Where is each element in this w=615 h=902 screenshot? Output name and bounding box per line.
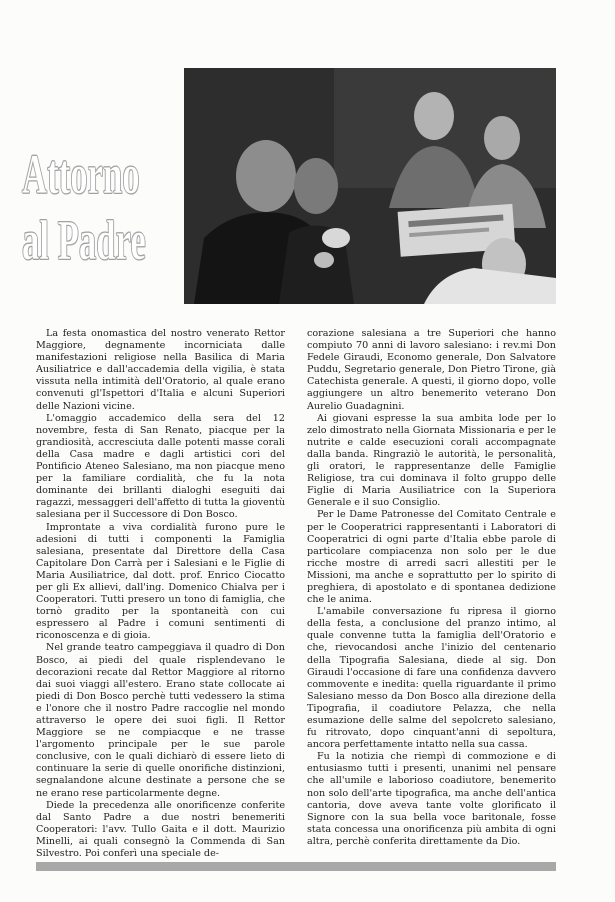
paragraph: Fu la notizia che riempì di commozione e di entusiasmo tutti i presenti, unanimi nel pensare che all'umile e laborioso coadiutore, benemerito non solo dell'arte tipografica, ma anche dell'antica cantoria, dove aveva tante volte glorificato il Signore con la sua bella voce baritonale, fosse stata concessa una onorificenza più ambita di ogni altra, perchè conferita direttamente da Dio. bbox=[307, 751, 556, 847]
left-column bbox=[36, 328, 285, 860]
paragraph: L'omaggio accademico della sera del 12 novembre, festa di San Renato, piacque per la grandiosità, accresciuta dalle potenti masse corali della Casa madre e dagli artistici cori del Pontificio Ateneo Salesiano, ma non piacque meno per la familiare cordialità, che fu la nota dominante dei brillanti dialoghi eseguiti dai ragazzi, messaggeri dell'affetto di tutta la gioventù salesiana per il Successore di Don Bosco. bbox=[36, 412, 285, 521]
paragraph: Improntate a viva cordialità furono pure le adesioni di tutti i componenti la Famiglia salesiana, presentate dal Direttore della Casa Capitolare Don Carrà per i Salesiani e le Figlie di Maria Ausiliatrice, dal dott. prof. Enrico Ciocatto per gli Ex allievi, dall'ing. Domenico Chialva per i Cooperatori. Tutti presero un tono di famiglia, che tornò gradito per la spontaneità con cui espressero al Padre i comuni sentimenti di riconoscenza e di gioia. bbox=[36, 521, 285, 642]
paragraph: L'amabile conversazione fu ripresa il giorno della festa, a conclusione del pranzo intimo, al quale convenne tutta la famiglia dell'Oratorio e che, rievocandosi anche l'inizio del centenario della Tipografia Salesiana, diede al sig. Don Giraudi l'occasione di fare una confidenza davvero commovente e inedita: quella riguardante il primo Salesiano messo da Don Bosco alla direzione della Tipografia, il coadiutore Pelazza, che nella esumazione delle salme del sepolcreto salesiano, fu ritrovato, dopo cinquant'anni di sepoltura, ancora perfettamente intatto nella sua cassa. bbox=[307, 606, 556, 751]
article-title bbox=[22, 142, 146, 274]
paragraph: Per le Dame Patronesse del Comitato Centrale e per le Cooperatrici rappresentanti i Laboratori di Cooperatrici di ogni parte d'Italia ebbe parole di particolare compiacenza non solo per le due ricche mostre di arredi sacri allestiti per le Missioni, ma anche e soprattutto per lo spirito di preghiera, di apostolato e di spontanea dedizione che le anima. bbox=[307, 509, 556, 606]
paragraph: corazione salesiana a tre Superiori che hanno compiuto 70 anni di lavoro salesiano: i rev.mi Don Fedele Giraudi, Economo generale, Don Salvatore Puddu, Segretario generale, Don Pietro Tirone, già Catechista generale. A questi, il giorno dopo, volle aggiungere un altro benemerito veterano Don Aurelio Guadagnini. bbox=[307, 328, 556, 412]
right-column bbox=[307, 328, 556, 853]
paragraph: La festa onomastica del nostro venerato Rettor Maggiore, degnamente incorniciata dalle manifestazioni religiose nella Basilica di Maria Ausiliatrice e dall'accademia della vigilia, è stata vissuta nella intimità dell'Oratorio, al quale erano convenuti gl'Ispettori d'Italia e alcuni Superiori delle Nazioni vicine. bbox=[36, 328, 285, 412]
paragraph: Diede la precedenza alle onorificenze conferite dal Santo Padre a due nostri benemeriti Cooperatori: l'avv. Tullo Gaita e il dott. Maurizio Minelli, ai quali consegnò la Commenda di San Silvestro. Poi conferì una speciale de- bbox=[36, 799, 285, 860]
photo-illustration bbox=[184, 68, 556, 304]
article-body bbox=[36, 328, 556, 860]
article-photo bbox=[184, 68, 556, 304]
article-title-line-1: Attorno bbox=[22, 144, 140, 206]
footer-divider bbox=[36, 862, 556, 871]
article-title-line-2: al Padre bbox=[22, 210, 146, 272]
paragraph: Ai giovani espresse la sua ambita lode per lo zelo dimostrato nella Giornata Missionaria e per le nutrite e calde esecuzioni corali accompagnate dalla banda. Ringraziò le autorità, le personalità, gli oratori, le rappresentanze delle Famiglie Religiose, tra cui dominava il folto gruppo delle Figlie di Maria Ausiliatrice con la Superiora Generale e il suo Consiglio. bbox=[307, 412, 556, 509]
paragraph: Nel grande teatro campeggiava il quadro di Don Bosco, ai piedi del quale risplendevano le decorazioni recate dal Rettor Maggiore al ritorno dai suoi viaggi all'estero. Erano state collocate ai piedi di Don Bosco perchè tutti vedessero la stima e l'onore che il nostro Padre raccoglie nel mondo attraverso le opere dei suoi figli. Il Rettor Maggiore se ne compiacque e ne trasse l'argomento principale per le sue parole conclusive, con le quali dichiarò di essere lieto di continuare la serie di quelle onorifiche distinzioni, segnalandone alcune destinate a persone che se ne erano rese particolarmente degne. bbox=[36, 642, 285, 799]
